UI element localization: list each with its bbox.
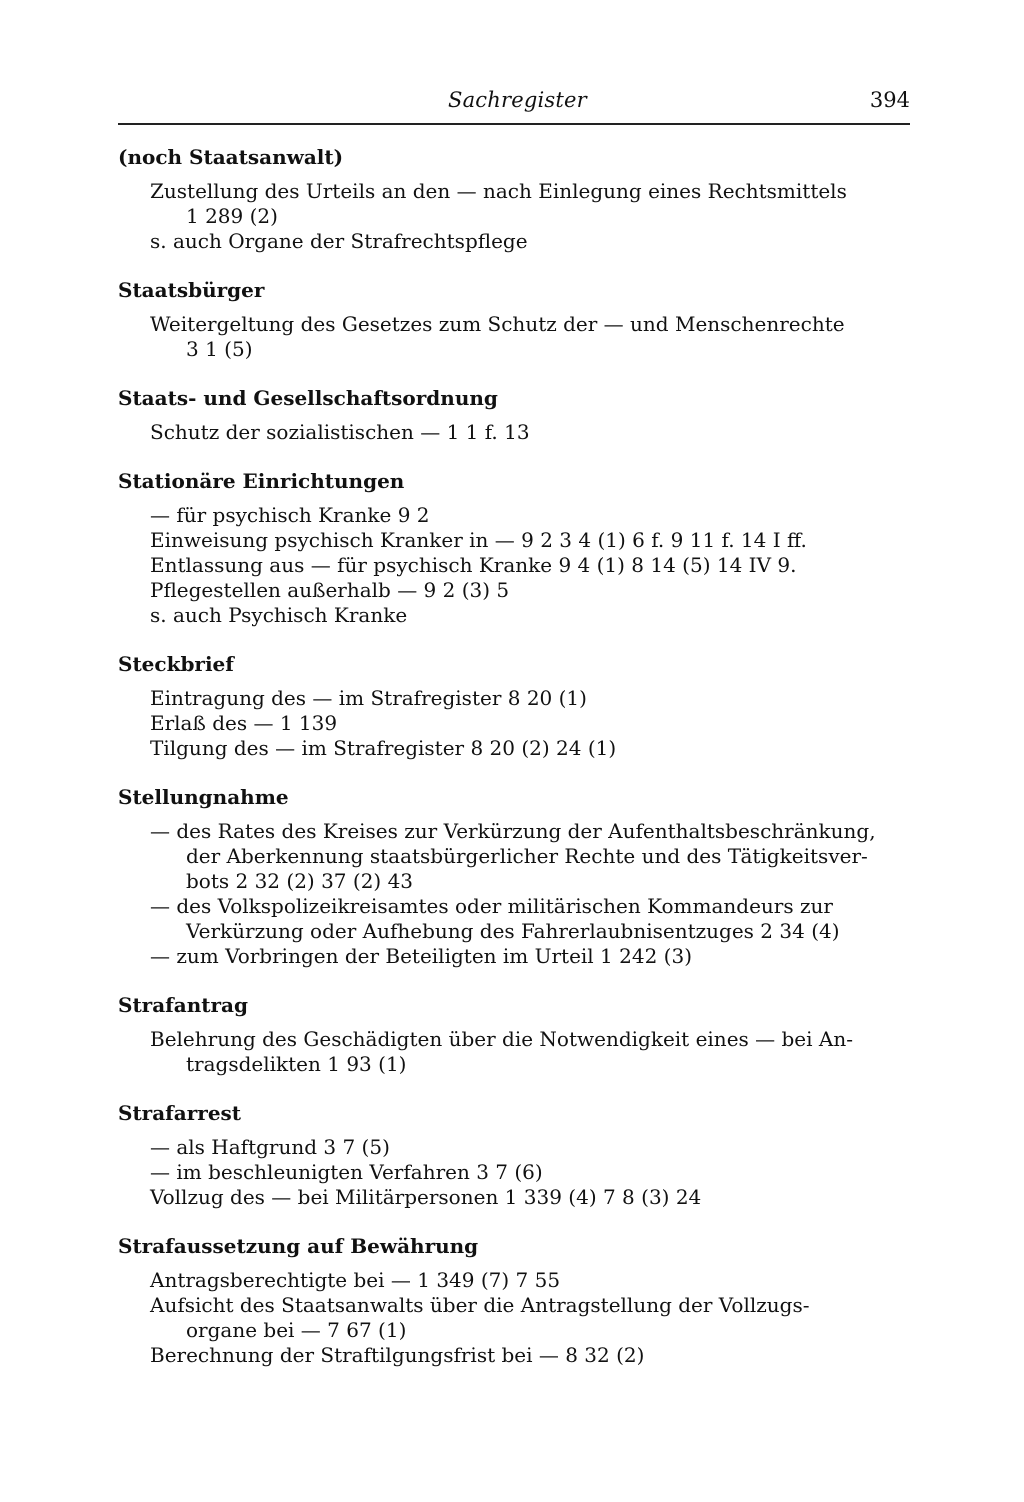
index-content: [118, 144, 910, 1391]
index-line: Aufsicht des Staatsanwalts über die Antragstellung der Vollzugs-: [150, 1293, 810, 1317]
running-title: Sachregister: [448, 88, 587, 112]
index-entry: [118, 1100, 910, 1210]
index-line: Zustellung des Urteils an den — nach Einlegung eines Rechtsmittels: [150, 179, 847, 203]
index-line: Belehrung des Geschädigten über die Notwendigkeit eines — bei An-: [150, 1027, 853, 1051]
index-term: Staats- und Gesellschaftsordnung: [118, 386, 498, 410]
index-entry: [118, 651, 910, 761]
index-term: Stationäre Einrichtungen: [118, 469, 405, 493]
index-line: Antragsberechtigte bei — 1 349 (7) 7 55: [150, 1268, 561, 1292]
index-entry: [118, 992, 910, 1077]
index-subentries: [150, 503, 910, 628]
index-entry: [118, 144, 910, 254]
index-line: tragsdelikten 1 93 (1): [186, 1052, 407, 1076]
index-line: der Aberkennung staatsbürgerlicher Rechte und des Tätigkeitsver-: [186, 844, 868, 868]
index-entry: [118, 468, 910, 628]
index-entry: [118, 1233, 910, 1368]
index-term: Steckbrief: [118, 652, 234, 676]
page-header: [118, 82, 910, 118]
index-line: Vollzug des — bei Militärpersonen 1 339 (4) 7 8 (3) 24: [150, 1185, 702, 1209]
index-line: — des Rates des Kreises zur Verkürzung der Aufenthaltsbeschränkung,: [150, 819, 876, 843]
index-term: (noch Staatsanwalt): [118, 145, 344, 169]
index-line: Weitergeltung des Gesetzes zum Schutz der — und Menschenrechte: [150, 312, 845, 336]
index-line: Verkürzung oder Aufhebung des Fahrerlaubnisentzuges 2 34 (4): [186, 919, 840, 943]
index-line: Eintragung des — im Strafregister 8 20 (1): [150, 686, 587, 710]
index-line: — des Volkspolizeikreisamtes oder militärischen Kommandeurs zur: [150, 894, 833, 918]
index-subentries: [150, 312, 910, 362]
index-entry: [118, 277, 910, 362]
index-line: Erlaß des — 1 139: [150, 711, 338, 735]
index-term: Staatsbürger: [118, 278, 265, 302]
index-line: Einweisung psychisch Kranker in — 9 2 3 4 (1) 6 f. 9 11 f. 14 I ff.: [150, 528, 807, 552]
index-line: Entlassung aus — für psychisch Kranke 9 4 (1) 8 14 (5) 14 IV 9.: [150, 553, 797, 577]
index-entry: [118, 784, 910, 969]
index-term: Stellungnahme: [118, 785, 289, 809]
index-subentries: [150, 1268, 910, 1368]
index-line: bots 2 32 (2) 37 (2) 43: [186, 869, 414, 893]
index-line: s. auch Organe der Strafrechtspflege: [150, 229, 528, 253]
index-line: Berechnung der Straftilgungsfrist bei — 8 32 (2): [150, 1343, 645, 1367]
index-line: organe bei — 7 67 (1): [186, 1318, 407, 1342]
index-line: Schutz der sozialistischen — 1 1 f. 13: [150, 420, 530, 444]
index-subentries: [150, 179, 910, 254]
page-number: 394: [869, 88, 910, 112]
index-entry: [118, 385, 910, 445]
index-term: Strafaussetzung auf Bewährung: [118, 1234, 479, 1258]
index-subentries: [150, 1135, 910, 1210]
index-line: — für psychisch Kranke 9 2: [150, 503, 430, 527]
index-line: 1 289 (2): [186, 204, 278, 228]
index-term: Strafarrest: [118, 1101, 242, 1125]
index-line: 3 1 (5): [186, 337, 253, 361]
index-subentries: [150, 819, 910, 969]
index-subentries: [150, 1027, 910, 1077]
index-line: Pflegestellen außerhalb — 9 2 (3) 5: [150, 578, 510, 602]
index-line: s. auch Psychisch Kranke: [150, 603, 408, 627]
index-line: — als Haftgrund 3 7 (5): [150, 1135, 390, 1159]
index-term: Strafantrag: [118, 993, 248, 1017]
index-line: — im beschleunigten Verfahren 3 7 (6): [150, 1160, 543, 1184]
index-subentries: [150, 686, 910, 761]
index-line: Tilgung des — im Strafregister 8 20 (2) 24 (1): [150, 736, 617, 760]
index-line: — zum Vorbringen der Beteiligten im Urteil 1 242 (3): [150, 944, 692, 968]
index-subentries: [150, 420, 910, 445]
header-rule: [118, 123, 910, 125]
